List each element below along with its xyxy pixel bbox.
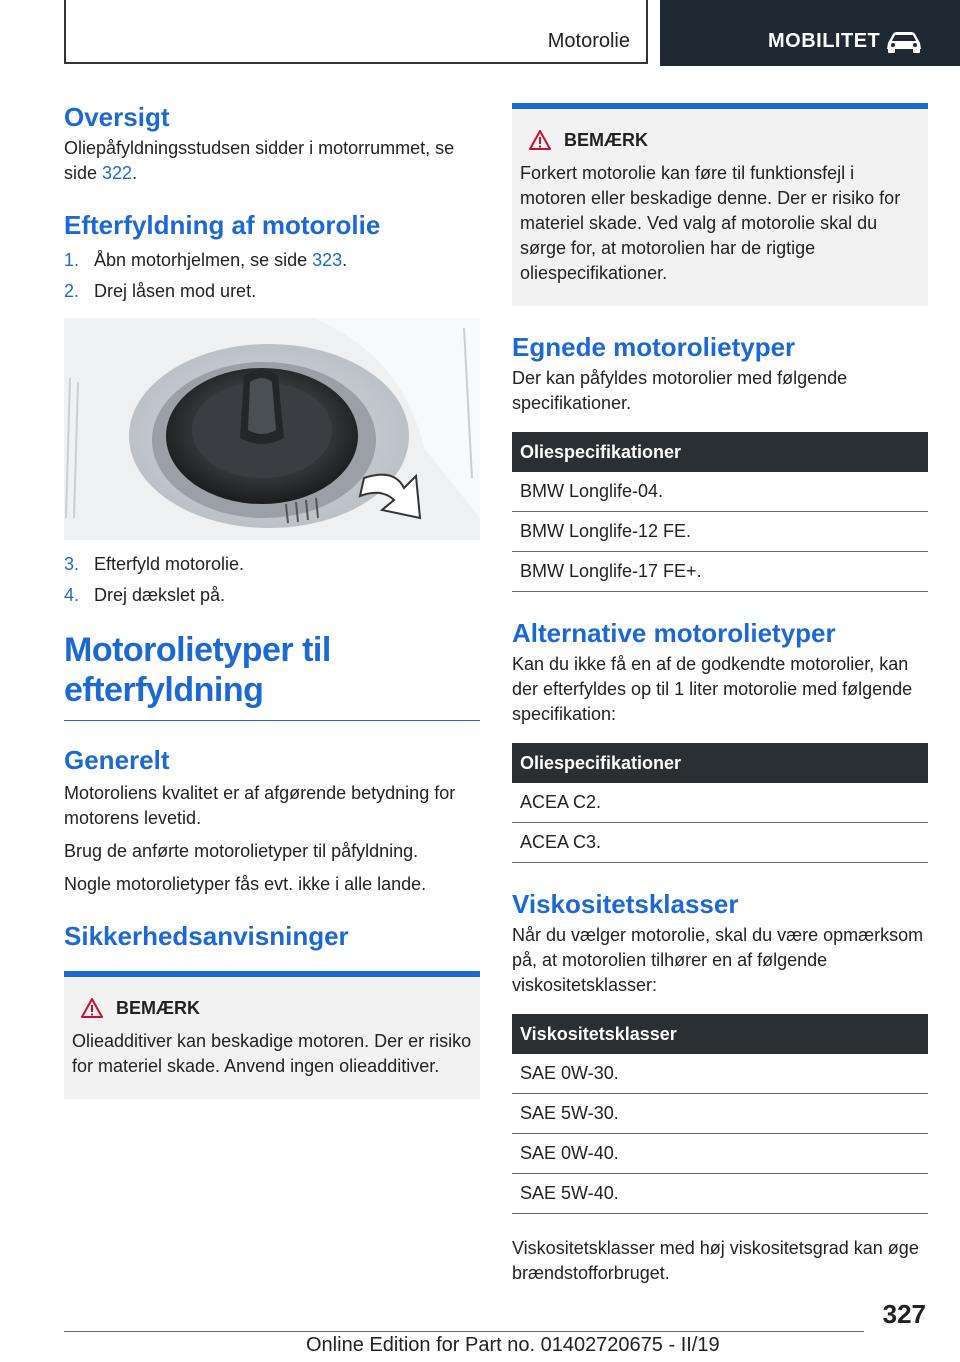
heading-topup: Efterfyldning af motorolie	[64, 210, 381, 240]
warning-icon	[528, 129, 552, 151]
viscosity-after-text: Viskositetsklasser med høj viskositetsgrad kan øge brændstofforbruget.	[512, 1238, 919, 1283]
table-header: Oliespecifikationer	[512, 743, 928, 783]
note-label: BEMÆRK	[564, 129, 648, 150]
note-box-additives	[64, 971, 480, 1099]
heading-alternative-oils: Alternative motorolietyper	[512, 618, 836, 648]
table-header: Viskositetsklasser	[512, 1014, 928, 1054]
page-link-322[interactable]: 322	[102, 163, 133, 183]
list-item: 3. Efterfyld motorolie.	[64, 554, 245, 574]
list-item: 1. Åbn motorhjelmen, se side 323.	[64, 250, 348, 270]
topup-steps-2	[64, 552, 480, 608]
viscosity-text: Når du vælger motorolie, skal du være opmærksom på, at motorolien tilhører en af følgende viskositetsklasser:	[512, 925, 924, 995]
general-text-1: Motoroliens kvalitet er af afgørende betydning for motorens levetid.	[64, 783, 456, 828]
table-row: SAE 5W-40.	[512, 1174, 928, 1214]
note-header	[80, 997, 472, 1019]
table-row: SAE 0W-40.	[512, 1134, 928, 1174]
heading-suitable-oils: Egnede motorolietyper	[512, 332, 796, 362]
chapter-label: MOBILITET	[768, 30, 881, 52]
left-column	[64, 100, 480, 1099]
header-section-title: Motorolie	[547, 30, 630, 52]
heading-general: Generelt	[64, 745, 170, 775]
header-chapter-tab[interactable]	[660, 0, 960, 66]
general-text-3: Nogle motorolietyper fås evt. ikke i alle lande.	[64, 874, 427, 894]
general-text-2: Brug de anførte motorolietyper til påfyldning.	[64, 841, 419, 861]
header-frame	[64, 0, 648, 64]
page-number: 327	[882, 1299, 926, 1329]
heading-rule	[64, 720, 480, 721]
page-link-323[interactable]: 323	[312, 250, 343, 270]
car-icon	[884, 28, 924, 54]
table-row: ACEA C2.	[512, 783, 928, 823]
suitable-spec-table	[512, 432, 928, 592]
heading-safety: Sikkerhedsanvisninger	[64, 921, 349, 951]
heading-viscosity: Viskositetsklasser	[512, 889, 739, 919]
oil-cap-photo	[64, 318, 480, 540]
overview-text: Oliepåfyldningsstudsen sidder i motorrummet, se side 322.	[64, 138, 455, 183]
table-header: Oliespecifikationer	[512, 432, 928, 472]
table-row: BMW Longlife-12 FE.	[512, 512, 928, 552]
heading-oil-types: Motorolietyper til efterfyldning	[64, 631, 331, 709]
note-text: Olieadditiver kan beskadige motoren. Der er risiko for materiel skade. Anvend ingen olieadditiver.	[72, 1031, 472, 1076]
note-text: Forkert motorolie kan føre til funktionsfejl i motoren eller beskadige denne. Der er risiko for materiel skade. Ved valg af motorolie skal du sørge for, at motorolien har de rigtige oliespecifikationer.	[520, 163, 901, 283]
viscosity-table	[512, 1014, 928, 1214]
right-column	[512, 103, 928, 1286]
table-row: SAE 5W-30.	[512, 1094, 928, 1134]
footer-edition: Online Edition for Part no. 01402720675 - II/19	[306, 1334, 720, 1356]
note-box-wrong-oil	[512, 103, 928, 306]
alternative-spec-table	[512, 743, 928, 863]
oil-cap-illustration	[64, 318, 480, 540]
table-row: BMW Longlife-17 FE+.	[512, 552, 928, 592]
footer-rule	[64, 1331, 864, 1332]
heading-overview: Oversigt	[64, 102, 170, 132]
table-row: SAE 0W-30.	[512, 1054, 928, 1094]
list-item: 2. Drej låsen mod uret.	[64, 281, 257, 301]
list-item: 4. Drej dækslet på.	[64, 585, 226, 605]
table-row: BMW Longlife-04.	[512, 472, 928, 512]
table-row: ACEA C3.	[512, 823, 928, 863]
topup-steps-1	[64, 248, 480, 304]
warning-icon	[80, 997, 104, 1019]
suitable-text: Der kan påfyldes motorolier med følgende specifikationer.	[512, 368, 848, 413]
note-header	[528, 129, 920, 151]
alternative-text: Kan du ikke få en af de godkendte motorolier, kan der efterfyldes op til 1 liter motorolie med følgende specifikation:	[512, 654, 913, 724]
note-label: BEMÆRK	[116, 997, 200, 1018]
